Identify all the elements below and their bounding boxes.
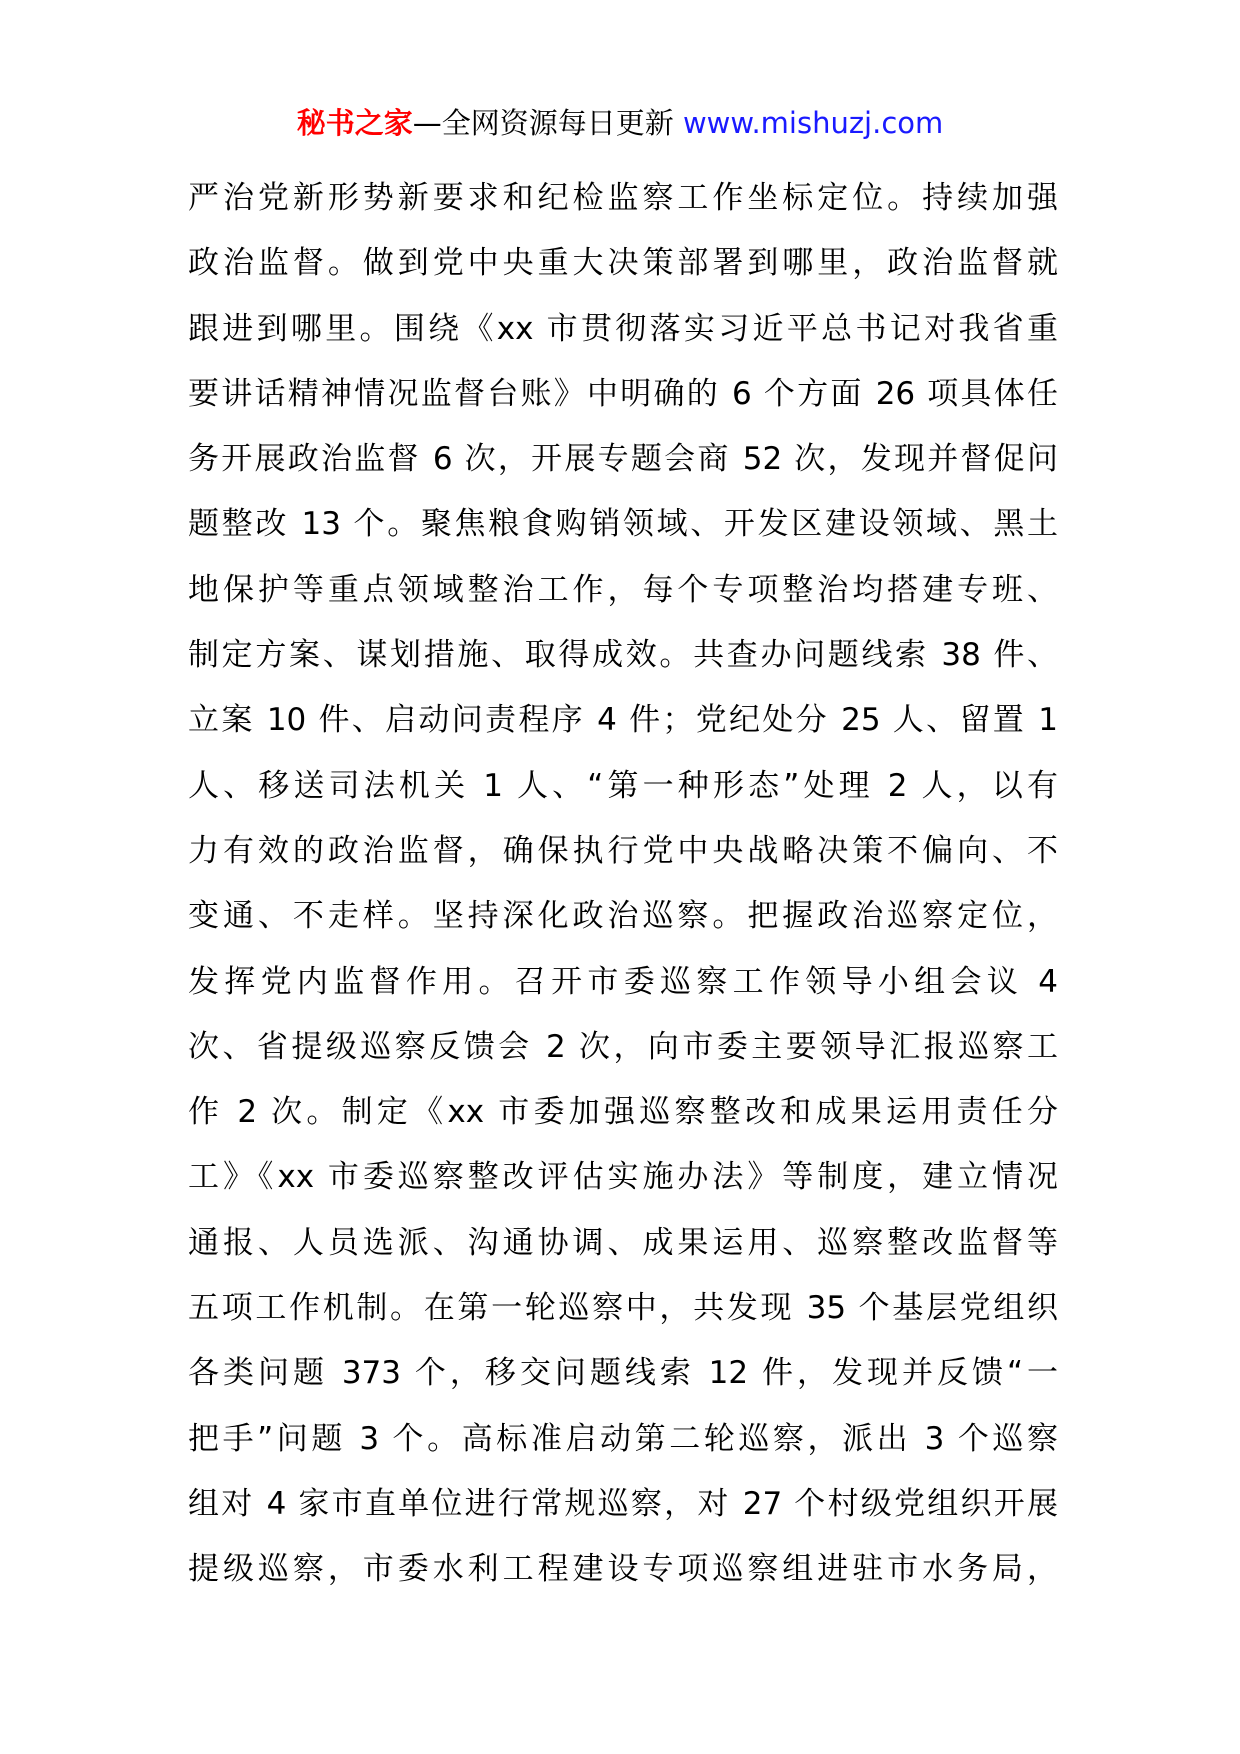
text-line: 提级巡察，市委水利工程建设专项巡察组进驻市水务局， [188, 1551, 1058, 1588]
text-line: 发挥党内监督作用。召开市委巡察工作领导小组会议 4 [188, 963, 1058, 1000]
site-header [0, 100, 1240, 146]
site-brand: 秘书之家 [296, 106, 413, 140]
text-line: 作 2 次。制定《xx 市委加强巡察整改和成果运用责任分 [188, 1094, 1058, 1131]
text-line: 立案 10 件、启动问责程序 4 件；党纪处分 25 人、留置 1 [188, 702, 1058, 739]
text-line: 五项工作机制。在第一轮巡察中，共发现 35 个基层党组织 [188, 1290, 1058, 1327]
text-line: 题整改 13 个。聚焦粮食购销领域、开发区建设领域、黑土 [188, 506, 1058, 543]
text-line: 人、移送司法机关 1 人、“第一种形态”处理 2 人，以有 [188, 767, 1058, 804]
text-line: 政治监督。做到党中央重大决策部署到哪里，政治监督就 [188, 245, 1058, 282]
text-line: 务开展政治监督 6 次，开展专题会商 52 次，发现并督促问 [188, 441, 1058, 478]
text-line: 工》《xx 市委巡察整改评估实施办法》等制度，建立情况 [188, 1159, 1058, 1196]
text-line: 地保护等重点领域整治工作，每个专项整治均搭建专班、 [188, 571, 1058, 608]
text-line: 力有效的政治监督，确保执行党中央战略决策不偏向、不 [188, 832, 1058, 869]
text-line: 组对 4 家市直单位进行常规巡察，对 27 个村级党组织开展 [188, 1485, 1058, 1522]
site-tagline: —全网资源每日更新 [412, 106, 674, 140]
text-line: 跟进到哪里。围绕《xx 市贯彻落实习近平总书记对我省重 [188, 310, 1058, 347]
text-line: 各类问题 373 个，移交问题线索 12 件，发现并反馈“一 [188, 1355, 1058, 1392]
text-line: 制定方案、谋划措施、取得成效。共查办问题线索 38 件、 [188, 637, 1058, 674]
text-line: 严治党新形势新要求和纪检监察工作坐标定位。持续加强 [188, 180, 1058, 216]
text-line: 把手”问题 3 个。高标准启动第二轮巡察，派出 3 个巡察 [188, 1420, 1058, 1457]
site-url-link[interactable]: www.mishuzj.com [682, 106, 944, 140]
document-body [188, 166, 1058, 1603]
text-line: 变通、不走样。坚持深化政治巡察。把握政治巡察定位， [188, 898, 1058, 935]
text-line: 次、省提级巡察反馈会 2 次，向市委主要领导汇报巡察工 [188, 1028, 1058, 1065]
text-line: 要讲话精神情况监督台账》中明确的 6 个方面 26 项具体任 [188, 375, 1058, 412]
text-line: 通报、人员选派、沟通协调、成果运用、巡察整改监督等 [188, 1224, 1058, 1261]
